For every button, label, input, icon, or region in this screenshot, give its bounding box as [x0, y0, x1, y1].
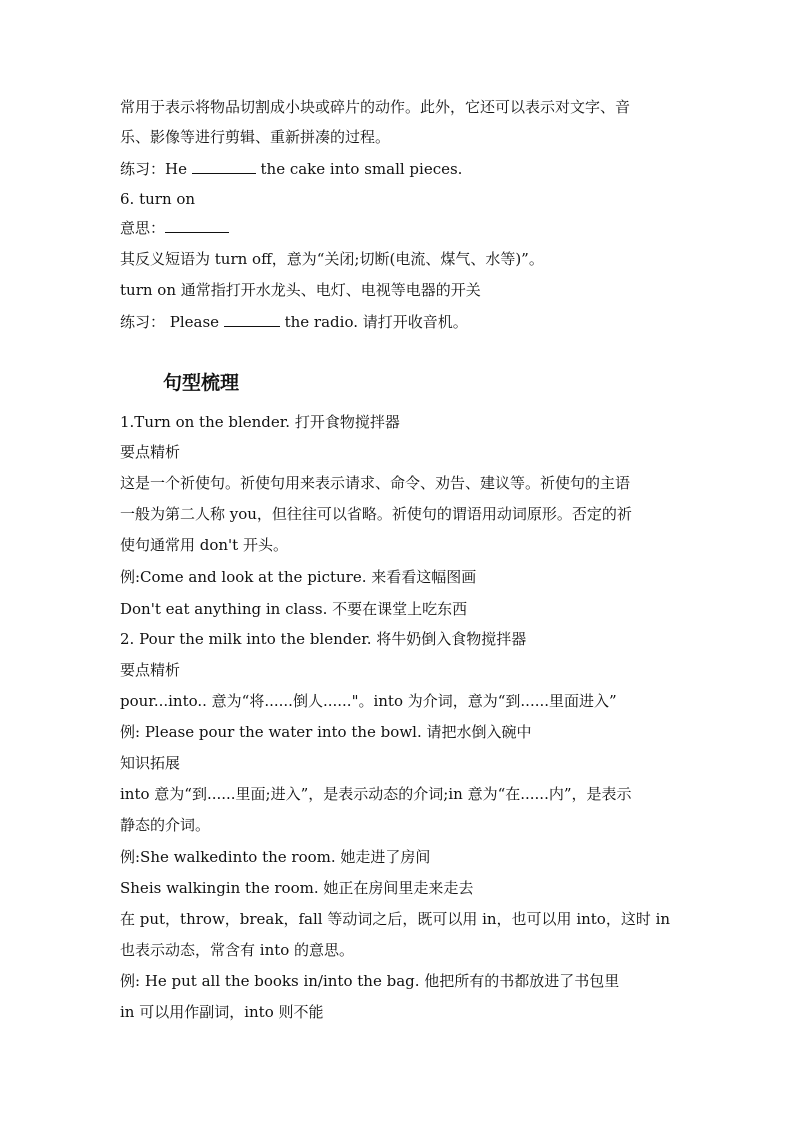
practice-line	[120, 312, 684, 332]
answer-blank	[165, 218, 229, 233]
text-line: 常用于表示将物品切割成小块或碎片的动作。此外，它还可以表示对文字、音	[120, 98, 631, 116]
text-line: 其反义短语为 turn off，意为“关闭;切断(电流、煤气、水等)”。	[120, 250, 544, 268]
text-line: 在 put，throw，break，fall 等动词之后，既可以用 in，也可以用 into，这时 in	[120, 910, 671, 928]
text-line: in 可以用作副词，into 则不能	[120, 1003, 324, 1021]
practice-prefix: 练习： Please	[120, 313, 224, 331]
text-line: 例:She walkedinto the room. 她走进了房间	[120, 848, 431, 866]
text-line: 例: Please pour the water into the bowl. 请把水倒入碗中	[120, 723, 532, 741]
text-line: 1.Turn on the blender. 打开食物搅拌器	[120, 413, 400, 431]
item-title: 6. turn on	[120, 190, 196, 208]
text-line: 这是一个祈使句。祈使句用来表示请求、命令、劝告、建议等。祈使句的主语	[120, 474, 631, 492]
meaning-line	[120, 218, 684, 238]
answer-blank	[192, 159, 256, 174]
text-line: into 意为“到......里面;进入”，是表示动态的介词;in 意为“在......内”，是表示	[120, 785, 632, 803]
section-heading: 句型梳理	[163, 372, 240, 394]
text-line: 也表示动态，常含有 into 的意思。	[120, 941, 355, 959]
text-line: Don't eat anything in class. 不要在课堂上吃东西	[120, 600, 468, 618]
text-line: 一般为第二人称 you，但往往可以省略。祈使句的谓语用动词原形。否定的祈	[120, 505, 632, 523]
text-line: 要点精析	[120, 443, 181, 461]
text-line: 例: He put all the books in/into the bag. 他把所有的书都放进了书包里	[120, 972, 620, 990]
practice-suffix: the cake into small pieces.	[255, 160, 463, 178]
text-line: pour...into.. 意为“将......倒人......"。into 为介词，意为“到......里面进入”	[120, 692, 617, 710]
meaning-prefix: 意思：	[120, 219, 166, 237]
text-line: 知识拓展	[120, 754, 181, 772]
text-line: 使句通常用 don't 开头。	[120, 536, 288, 554]
practice-prefix: 练习：He	[120, 160, 192, 178]
practice-line	[120, 159, 684, 179]
text-line: 静态的介词。	[120, 816, 211, 834]
answer-blank	[224, 312, 280, 327]
text-line: 乐、影像等进行剪辑、重新拼凑的过程。	[120, 128, 391, 146]
text-line: 2. Pour the milk into the blender. 将牛奶倒入食物搅拌器	[120, 630, 527, 648]
text-line: 要点精析	[120, 661, 181, 679]
text-line: 例:Come and look at the picture. 来看看这幅图画	[120, 568, 477, 586]
text-line: turn on 通常指打开水龙头、电灯、电视等电器的开关	[120, 281, 481, 299]
practice-suffix: the radio. 请打开收音机。	[279, 313, 468, 331]
text-line: Sheis walkingin the room. 她正在房间里走来走去	[120, 879, 474, 897]
